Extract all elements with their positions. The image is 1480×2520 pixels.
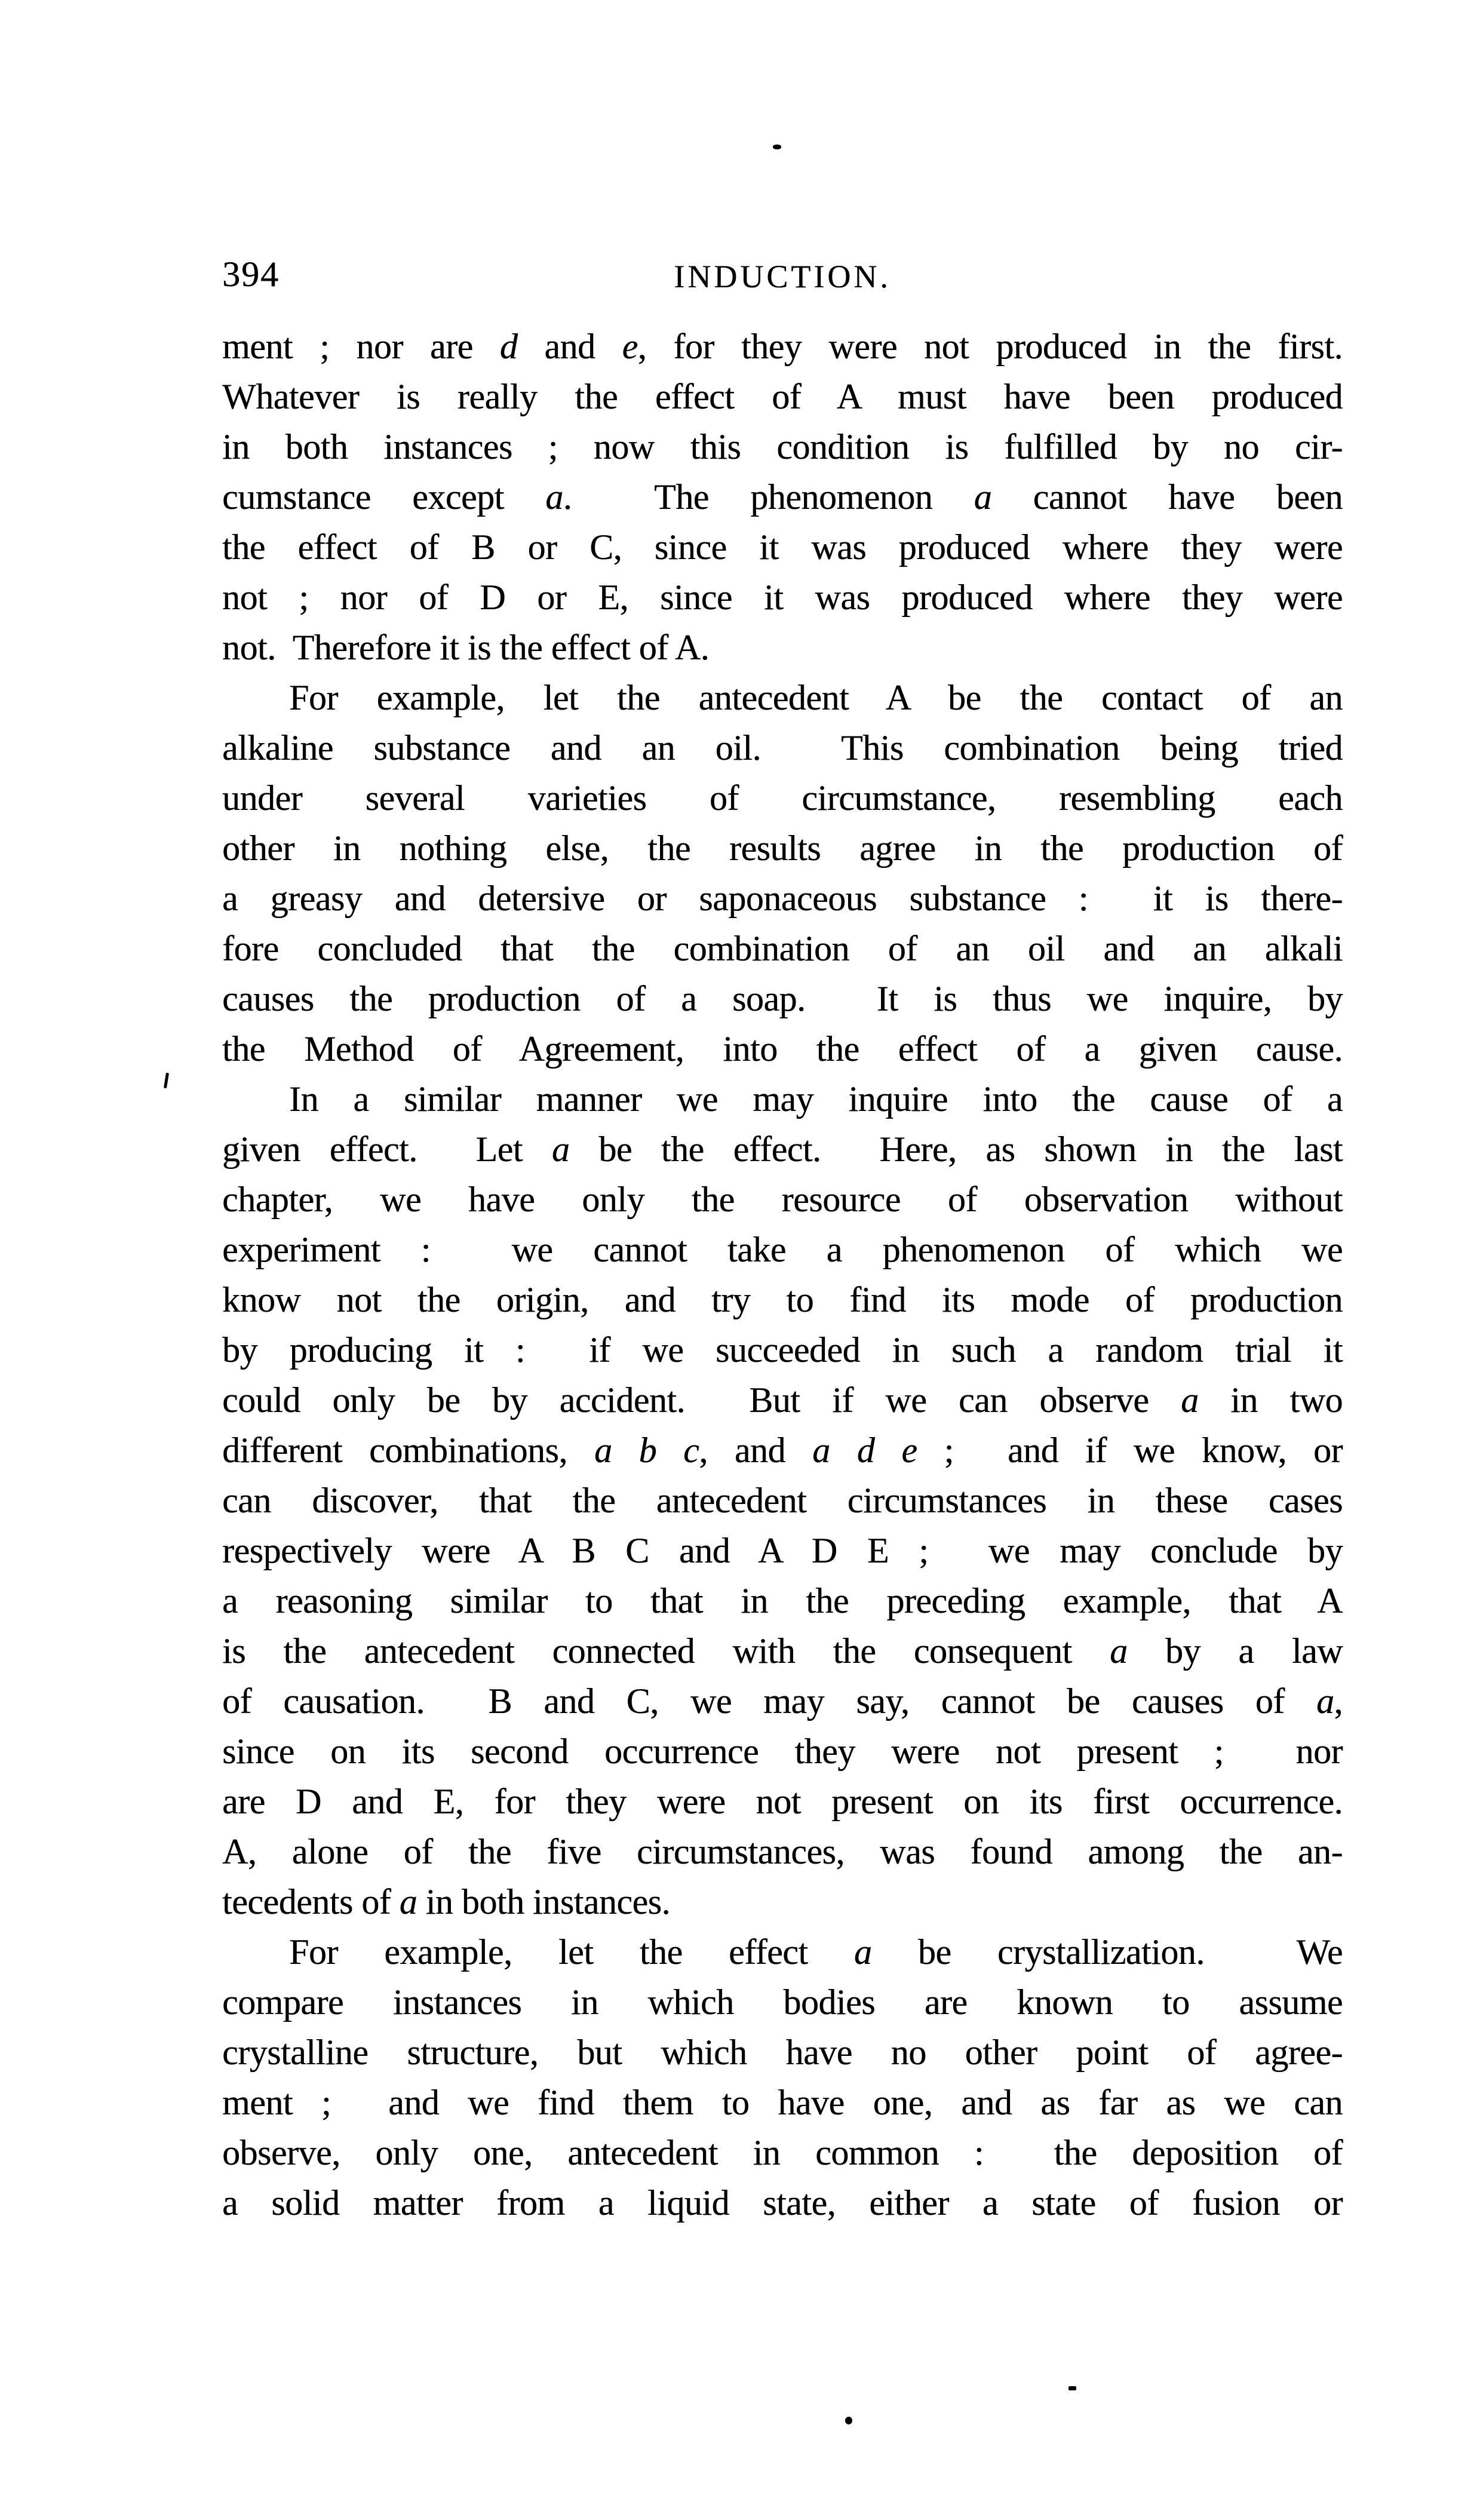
text-block <box>222 321 1343 2228</box>
text-line: could only be by accident. But if we can observe a in two <box>222 1380 1343 1420</box>
ink-tick-left-margin <box>164 1073 169 1088</box>
italic-variable: a b c <box>594 1431 699 1470</box>
ink-speck-top <box>773 145 781 149</box>
text-line: other in nothing else, the results agree in the production of <box>222 828 1343 868</box>
text-line: alkaline substance and an oil. This combination being tried <box>222 728 1343 768</box>
text-line: A, alone of the five circumstances, was found among the an- <box>222 1832 1343 1871</box>
text-line: chapter, we have only the resource of observation without <box>222 1180 1343 1219</box>
text-line: observe, only one, antecedent in common : the deposition of <box>222 2133 1343 2172</box>
italic-variable: a <box>853 1932 872 1972</box>
text-line: since on its second occurrence they were not present ; nor <box>222 1732 1343 1771</box>
italic-variable: a <box>1110 1631 1128 1671</box>
text-line: compare instances in which bodies are known to assume <box>222 1982 1343 2022</box>
text-line: the Method of Agreement, into the effect of a given cause. <box>222 1029 1343 1069</box>
text-line: a reasoning similar to that in the preceding example, that A <box>222 1581 1343 1620</box>
text-line: the effect of B or C, since it was produced where they were <box>222 527 1343 567</box>
italic-variable: a <box>974 477 992 517</box>
running-head: INDUCTION. <box>674 259 891 294</box>
text-line: crystalline structure, but which have no other point of agree- <box>222 2033 1343 2072</box>
text-line: given effect. Let a be the effect. Here, as shown in the last <box>222 1129 1343 1169</box>
italic-variable: d <box>499 327 518 366</box>
italic-variable: a <box>545 477 563 517</box>
text-line: not. Therefore it is the effect of A. <box>222 628 710 667</box>
text-line: tecedents of a in both instances. <box>222 1882 670 1922</box>
page-number: 394 <box>222 254 280 294</box>
text-line: a greasy and detersive or saponaceous substance : it is there- <box>222 879 1343 918</box>
paragraph <box>222 321 1343 673</box>
text-line: are D and E, for they were not present on its first occurrence. <box>222 1782 1343 1821</box>
text-line: under several varieties of circumstance, resembling each <box>222 778 1343 818</box>
text-line: know not the origin, and try to find its mode of production <box>222 1280 1343 1319</box>
text-line: respectively were A B C and A D E ; we may conclude by <box>222 1531 1343 1570</box>
text-line: is the antecedent connected with the consequent a by a law <box>222 1631 1343 1671</box>
text-line: different combinations, a b c, and a d e ; and if we know, or <box>222 1431 1343 1470</box>
text-line: Whatever is really the effect of A must have been produced <box>222 377 1343 416</box>
text-line: causes the production of a soap. It is thus we inquire, by <box>222 979 1343 1018</box>
text-line: For example, let the effect a be crystallization. We <box>289 1932 1343 1972</box>
paragraph <box>222 673 1343 1074</box>
text-line: can discover, that the antecedent circumstances in these cases <box>222 1481 1343 1520</box>
text-line: ment ; and we find them to have one, and as far as we can <box>222 2083 1343 2122</box>
ink-dash-bottom-right <box>1068 2386 1076 2390</box>
paragraph <box>222 1927 1343 2228</box>
text-line: of causation. B and C, we may say, cannot be causes of a, <box>222 1681 1343 1721</box>
text-line: not ; nor of D or E, since it was produced where they were <box>222 578 1343 617</box>
text-line: For example, let the antecedent A be the contact of an <box>289 678 1343 717</box>
italic-variable: a d e <box>812 1431 917 1470</box>
text-line: ment ; nor are d and e, for they were not produced in the first. <box>222 327 1343 366</box>
text-line: fore concluded that the combination of an oil and an alkali <box>222 929 1343 968</box>
ink-dot-bottom <box>845 2417 852 2424</box>
text-line: cumstance except a. The phenomenon a cannot have been <box>222 477 1343 517</box>
italic-variable: a <box>399 1882 417 1922</box>
text-line: In a similar manner we may inquire into the cause of a <box>289 1079 1343 1119</box>
italic-variable: e <box>622 327 638 366</box>
italic-variable: a <box>1316 1681 1334 1721</box>
text-line: experiment : we cannot take a phenomenon of which we <box>222 1230 1343 1269</box>
italic-variable: a <box>551 1129 570 1169</box>
text-line: by producing it : if we succeeded in such a random trial it <box>222 1330 1343 1370</box>
text-line: in both instances ; now this condition is fulfilled by no cir- <box>222 427 1343 466</box>
paragraph <box>222 1074 1343 1927</box>
text-line: a solid matter from a liquid state, either a state of fusion or <box>222 2183 1343 2223</box>
italic-variable: a <box>1181 1380 1199 1420</box>
